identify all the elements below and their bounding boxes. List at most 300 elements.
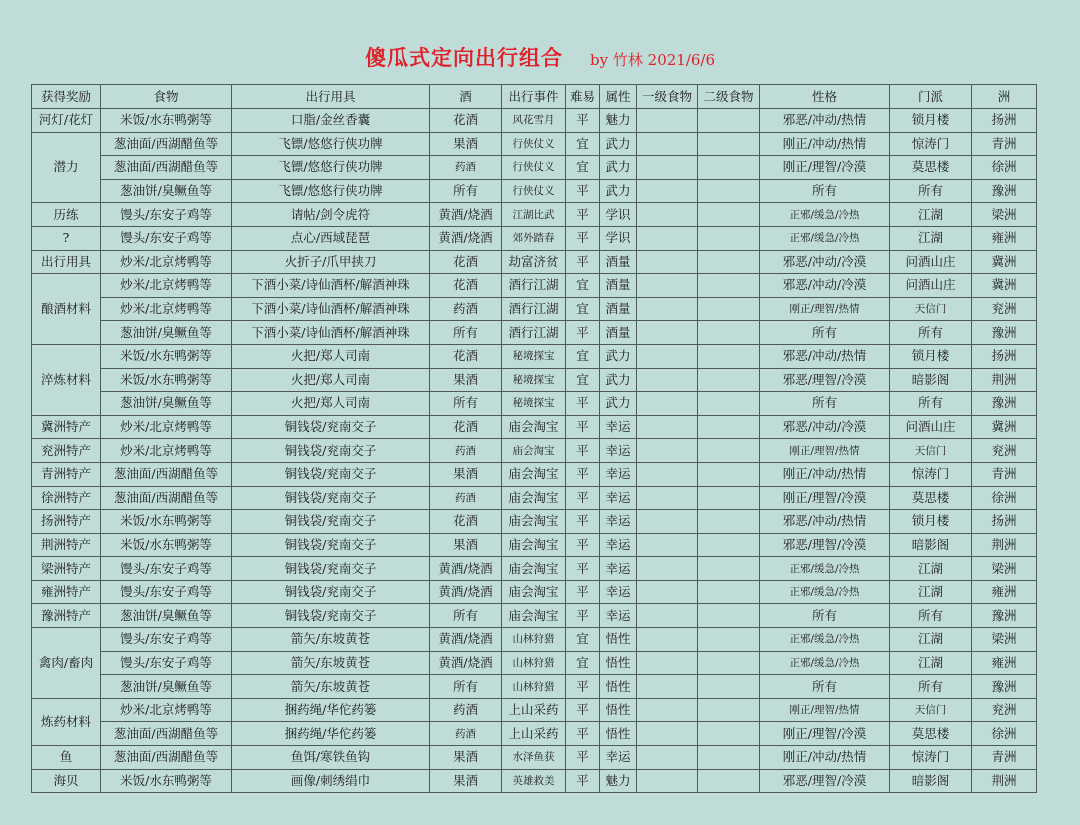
difficulty-cell: 平 <box>566 203 600 227</box>
food-cell: 米饭/水东鸭粥等 <box>101 344 232 368</box>
secondary-food-cell <box>698 156 760 180</box>
personality-cell: 所有 <box>760 675 890 699</box>
food-cell: 炒米/北京烤鸭等 <box>101 415 232 439</box>
header-personality: 性格 <box>760 85 890 109</box>
sect-cell: 江湖 <box>890 226 972 250</box>
event-cell: 庙会淘宝 <box>502 439 566 463</box>
wine-cell: 所有 <box>430 604 502 628</box>
table-row <box>32 604 1037 628</box>
header-food: 食物 <box>101 85 232 109</box>
reward-cell: 冀洲特产 <box>32 415 101 439</box>
attribute-cell: 武力 <box>600 392 637 416</box>
gear-cell: 火折子/爪甲挟刀 <box>232 250 430 274</box>
primary-food-cell <box>637 604 698 628</box>
reward-cell: 潜力 <box>32 132 101 203</box>
region-cell: 青洲 <box>972 462 1037 486</box>
attribute-cell: 武力 <box>600 368 637 392</box>
difficulty-cell: 宜 <box>566 156 600 180</box>
food-cell: 葱油饼/臭鳜鱼等 <box>101 604 232 628</box>
wine-cell: 果酒 <box>430 368 502 392</box>
wine-cell: 黄酒/烧酒 <box>430 580 502 604</box>
difficulty-cell: 平 <box>566 439 600 463</box>
event-cell: 行侠仗义 <box>502 179 566 203</box>
sect-cell: 江湖 <box>890 580 972 604</box>
sect-cell: 锁月楼 <box>890 109 972 133</box>
food-cell: 葱油面/西湖醋鱼等 <box>101 746 232 770</box>
region-cell: 徐洲 <box>972 486 1037 510</box>
table-row <box>32 179 1037 203</box>
food-cell: 葱油饼/臭鳜鱼等 <box>101 179 232 203</box>
secondary-food-cell <box>698 722 760 746</box>
reward-cell: 出行用具 <box>32 250 101 274</box>
difficulty-cell: 平 <box>566 698 600 722</box>
food-cell: 炒米/北京烤鸭等 <box>101 250 232 274</box>
personality-cell: 邪恶/冲动/热情 <box>760 510 890 534</box>
sect-cell: 问酒山庄 <box>890 415 972 439</box>
table-row <box>32 628 1037 652</box>
personality-cell: 邪恶/冲动/冷漠 <box>760 415 890 439</box>
food-cell: 葱油面/西湖醋鱼等 <box>101 156 232 180</box>
outing-combination-table <box>31 84 1037 793</box>
attribute-cell: 幸运 <box>600 486 637 510</box>
personality-cell: 邪恶/冲动/冷漠 <box>760 274 890 298</box>
personality-cell: 刚正/理智/冷漠 <box>760 486 890 510</box>
personality-cell: 正邪/缓急/冷热 <box>760 580 890 604</box>
sect-cell: 惊涛门 <box>890 746 972 770</box>
reward-cell: 禽肉/畜肉 <box>32 628 101 699</box>
food-cell: 葱油饼/臭鳜鱼等 <box>101 675 232 699</box>
secondary-food-cell <box>698 604 760 628</box>
wine-cell: 花酒 <box>430 344 502 368</box>
gear-cell: 画像/刺绣绢巾 <box>232 769 430 793</box>
personality-cell: 邪恶/冲动/冷漠 <box>760 250 890 274</box>
personality-cell: 刚正/冲动/热情 <box>760 462 890 486</box>
difficulty-cell: 平 <box>566 557 600 581</box>
event-cell: 酒行江湖 <box>502 274 566 298</box>
attribute-cell: 悟性 <box>600 698 637 722</box>
primary-food-cell <box>637 203 698 227</box>
gear-cell: 飞镖/悠悠行侠功牌 <box>232 156 430 180</box>
gear-cell: 铜钱袋/兖南交子 <box>232 533 430 557</box>
secondary-food-cell <box>698 297 760 321</box>
difficulty-cell: 平 <box>566 226 600 250</box>
primary-food-cell <box>637 580 698 604</box>
secondary-food-cell <box>698 132 760 156</box>
wine-cell: 果酒 <box>430 769 502 793</box>
food-cell: 馒头/东安子鸡等 <box>101 580 232 604</box>
region-cell: 豫洲 <box>972 604 1037 628</box>
primary-food-cell <box>637 769 698 793</box>
secondary-food-cell <box>698 392 760 416</box>
region-cell: 徐洲 <box>972 156 1037 180</box>
gear-cell: 点心/西域琵琶 <box>232 226 430 250</box>
difficulty-cell: 平 <box>566 179 600 203</box>
primary-food-cell <box>637 439 698 463</box>
wine-cell: 药酒 <box>430 698 502 722</box>
header-secondary-food: 二级食物 <box>698 85 760 109</box>
food-cell: 馒头/东安子鸡等 <box>101 651 232 675</box>
secondary-food-cell <box>698 179 760 203</box>
gear-cell: 铜钱袋/兖南交子 <box>232 462 430 486</box>
difficulty-cell: 宜 <box>566 274 600 298</box>
attribute-cell: 幸运 <box>600 462 637 486</box>
primary-food-cell <box>637 321 698 345</box>
table-row <box>32 769 1037 793</box>
food-cell: 馒头/东安子鸡等 <box>101 226 232 250</box>
food-cell: 米饭/水东鸭粥等 <box>101 533 232 557</box>
wine-cell: 药酒 <box>430 439 502 463</box>
reward-cell: 淬炼材料 <box>32 344 101 415</box>
region-cell: 兖洲 <box>972 439 1037 463</box>
personality-cell: 邪恶/理智/冷漠 <box>760 769 890 793</box>
table-row <box>32 132 1037 156</box>
difficulty-cell: 宜 <box>566 344 600 368</box>
sect-cell: 天信门 <box>890 439 972 463</box>
gear-cell: 铜钱袋/兖南交子 <box>232 415 430 439</box>
wine-cell: 果酒 <box>430 132 502 156</box>
sect-cell: 问酒山庄 <box>890 274 972 298</box>
food-cell: 米饭/水东鸭粥等 <box>101 368 232 392</box>
region-cell: 冀洲 <box>972 415 1037 439</box>
personality-cell: 正邪/缓急/冷热 <box>760 203 890 227</box>
gear-cell: 捆药绳/华佗药篓 <box>232 722 430 746</box>
secondary-food-cell <box>698 439 760 463</box>
table-row <box>32 344 1037 368</box>
attribute-cell: 魅力 <box>600 109 637 133</box>
attribute-cell: 武力 <box>600 179 637 203</box>
gear-cell: 铜钱袋/兖南交子 <box>232 580 430 604</box>
event-cell: 庙会淘宝 <box>502 580 566 604</box>
table-row <box>32 510 1037 534</box>
event-cell: 庙会淘宝 <box>502 510 566 534</box>
wine-cell: 所有 <box>430 179 502 203</box>
region-cell: 豫洲 <box>972 675 1037 699</box>
secondary-food-cell <box>698 368 760 392</box>
gear-cell: 铜钱袋/兖南交子 <box>232 557 430 581</box>
table-row <box>32 321 1037 345</box>
gear-cell: 铜钱袋/兖南交子 <box>232 604 430 628</box>
primary-food-cell <box>637 132 698 156</box>
primary-food-cell <box>637 462 698 486</box>
food-cell: 葱油面/西湖醋鱼等 <box>101 722 232 746</box>
wine-cell: 果酒 <box>430 462 502 486</box>
event-cell: 上山采药 <box>502 722 566 746</box>
attribute-cell: 幸运 <box>600 746 637 770</box>
region-cell: 雍洲 <box>972 651 1037 675</box>
table-row <box>32 675 1037 699</box>
attribute-cell: 悟性 <box>600 628 637 652</box>
reward-cell: 豫洲特产 <box>32 604 101 628</box>
reward-cell: 鱼 <box>32 746 101 770</box>
personality-cell: 刚正/理智/热情 <box>760 698 890 722</box>
difficulty-cell: 平 <box>566 746 600 770</box>
attribute-cell: 幸运 <box>600 580 637 604</box>
region-cell: 冀洲 <box>972 250 1037 274</box>
region-cell: 豫洲 <box>972 321 1037 345</box>
event-cell: 酒行江湖 <box>502 297 566 321</box>
header-wine: 酒 <box>430 85 502 109</box>
wine-cell: 所有 <box>430 392 502 416</box>
gear-cell: 捆药绳/华佗药篓 <box>232 698 430 722</box>
table-row <box>32 439 1037 463</box>
header-row <box>32 85 1037 109</box>
gear-cell: 火把/郑人司南 <box>232 368 430 392</box>
wine-cell: 药酒 <box>430 722 502 746</box>
food-cell: 炒米/北京烤鸭等 <box>101 297 232 321</box>
wine-cell: 黄酒/烧酒 <box>430 628 502 652</box>
attribute-cell: 悟性 <box>600 722 637 746</box>
table-row <box>32 156 1037 180</box>
primary-food-cell <box>637 746 698 770</box>
attribute-cell: 幸运 <box>600 557 637 581</box>
sect-cell: 江湖 <box>890 557 972 581</box>
event-cell: 上山采药 <box>502 698 566 722</box>
event-cell: 秘境探宝 <box>502 368 566 392</box>
attribute-cell: 酒量 <box>600 250 637 274</box>
reward-cell: 徐洲特产 <box>32 486 101 510</box>
secondary-food-cell <box>698 321 760 345</box>
secondary-food-cell <box>698 250 760 274</box>
gear-cell: 箭矢/东坡黄苍 <box>232 651 430 675</box>
event-cell: 英雄救美 <box>502 769 566 793</box>
region-cell: 梁洲 <box>972 557 1037 581</box>
secondary-food-cell <box>698 510 760 534</box>
wine-cell: 药酒 <box>430 297 502 321</box>
gear-cell: 飞镖/悠悠行侠功牌 <box>232 132 430 156</box>
sect-cell: 莫思楼 <box>890 156 972 180</box>
wine-cell: 黄酒/烧酒 <box>430 651 502 675</box>
primary-food-cell <box>637 675 698 699</box>
header-attribute: 属性 <box>600 85 637 109</box>
sect-cell: 暗影阁 <box>890 533 972 557</box>
reward-cell: 炼药材料 <box>32 698 101 745</box>
personality-cell: 邪恶/冲动/热情 <box>760 109 890 133</box>
difficulty-cell: 平 <box>566 321 600 345</box>
region-cell: 扬洲 <box>972 109 1037 133</box>
difficulty-cell: 平 <box>566 769 600 793</box>
region-cell: 兖洲 <box>972 698 1037 722</box>
primary-food-cell <box>637 297 698 321</box>
event-cell: 行侠仗义 <box>502 156 566 180</box>
difficulty-cell: 宜 <box>566 297 600 321</box>
sect-cell: 江湖 <box>890 203 972 227</box>
attribute-cell: 酒量 <box>600 274 637 298</box>
personality-cell: 刚正/理智/热情 <box>760 297 890 321</box>
attribute-cell: 悟性 <box>600 651 637 675</box>
difficulty-cell: 平 <box>566 722 600 746</box>
difficulty-cell: 平 <box>566 533 600 557</box>
personality-cell: 所有 <box>760 179 890 203</box>
food-cell: 葱油面/西湖醋鱼等 <box>101 132 232 156</box>
wine-cell: 药酒 <box>430 156 502 180</box>
food-cell: 葱油饼/臭鳜鱼等 <box>101 392 232 416</box>
food-cell: 炒米/北京烤鸭等 <box>101 274 232 298</box>
table-row <box>32 722 1037 746</box>
event-cell: 行侠仗义 <box>502 132 566 156</box>
table-row <box>32 109 1037 133</box>
difficulty-cell: 平 <box>566 392 600 416</box>
attribute-cell: 酒量 <box>600 321 637 345</box>
attribute-cell: 幸运 <box>600 439 637 463</box>
header-primary-food: 一级食物 <box>637 85 698 109</box>
region-cell: 豫洲 <box>972 179 1037 203</box>
region-cell: 梁洲 <box>972 203 1037 227</box>
food-cell: 炒米/北京烤鸭等 <box>101 439 232 463</box>
sect-cell: 莫思楼 <box>890 722 972 746</box>
wine-cell: 果酒 <box>430 533 502 557</box>
secondary-food-cell <box>698 580 760 604</box>
table-row <box>32 486 1037 510</box>
secondary-food-cell <box>698 344 760 368</box>
personality-cell: 刚正/理智/冷漠 <box>760 156 890 180</box>
personality-cell: 所有 <box>760 392 890 416</box>
sect-cell: 锁月楼 <box>890 344 972 368</box>
region-cell: 扬洲 <box>972 510 1037 534</box>
primary-food-cell <box>637 415 698 439</box>
region-cell: 扬洲 <box>972 344 1037 368</box>
personality-cell: 邪恶/理智/冷漠 <box>760 533 890 557</box>
table-row <box>32 533 1037 557</box>
food-cell: 馒头/东安子鸡等 <box>101 203 232 227</box>
event-cell: 劫富济贫 <box>502 250 566 274</box>
personality-cell: 刚正/理智/冷漠 <box>760 722 890 746</box>
region-cell: 荆洲 <box>972 533 1037 557</box>
personality-cell: 正邪/缓急/冷热 <box>760 226 890 250</box>
primary-food-cell <box>637 179 698 203</box>
table-row <box>32 226 1037 250</box>
table-row <box>32 651 1037 675</box>
event-cell: 秘境探宝 <box>502 392 566 416</box>
gear-cell: 铜钱袋/兖南交子 <box>232 439 430 463</box>
difficulty-cell: 宜 <box>566 651 600 675</box>
attribute-cell: 酒量 <box>600 297 637 321</box>
table-row <box>32 462 1037 486</box>
secondary-food-cell <box>698 274 760 298</box>
gear-cell: 火把/郑人司南 <box>232 392 430 416</box>
food-cell: 葱油饼/臭鳜鱼等 <box>101 321 232 345</box>
table-row <box>32 203 1037 227</box>
difficulty-cell: 平 <box>566 510 600 534</box>
primary-food-cell <box>637 722 698 746</box>
sect-cell: 所有 <box>890 392 972 416</box>
wine-cell: 花酒 <box>430 274 502 298</box>
secondary-food-cell <box>698 769 760 793</box>
attribute-cell: 学识 <box>600 203 637 227</box>
personality-cell: 所有 <box>760 604 890 628</box>
sect-cell: 暗影阁 <box>890 368 972 392</box>
difficulty-cell: 平 <box>566 462 600 486</box>
food-cell: 馒头/东安子鸡等 <box>101 628 232 652</box>
sect-cell: 惊涛门 <box>890 462 972 486</box>
wine-cell: 花酒 <box>430 109 502 133</box>
header-sect: 门派 <box>890 85 972 109</box>
table-row <box>32 392 1037 416</box>
event-cell: 庙会淘宝 <box>502 533 566 557</box>
attribute-cell: 幸运 <box>600 533 637 557</box>
byline: by 竹林 2021/6/6 <box>590 51 716 69</box>
table-row <box>32 368 1037 392</box>
gear-cell: 鱼饵/寒铁鱼钩 <box>232 746 430 770</box>
event-cell: 山林狩猎 <box>502 651 566 675</box>
attribute-cell: 武力 <box>600 344 637 368</box>
header-reward: 获得奖励 <box>32 85 101 109</box>
event-cell: 酒行江湖 <box>502 321 566 345</box>
primary-food-cell <box>637 226 698 250</box>
wine-cell: 果酒 <box>430 746 502 770</box>
difficulty-cell: 平 <box>566 109 600 133</box>
attribute-cell: 幸运 <box>600 604 637 628</box>
personality-cell: 刚正/冲动/热情 <box>760 132 890 156</box>
gear-cell: 下酒小菜/诗仙酒杯/解酒神珠 <box>232 297 430 321</box>
reward-cell: 河灯/花灯 <box>32 109 101 133</box>
primary-food-cell <box>637 533 698 557</box>
sect-cell: 天信门 <box>890 698 972 722</box>
personality-cell: 刚正/冲动/热情 <box>760 746 890 770</box>
personality-cell: 刚正/理智/热情 <box>760 439 890 463</box>
primary-food-cell <box>637 109 698 133</box>
sect-cell: 所有 <box>890 179 972 203</box>
sect-cell: 所有 <box>890 675 972 699</box>
primary-food-cell <box>637 250 698 274</box>
primary-food-cell <box>637 156 698 180</box>
food-cell: 炒米/北京烤鸭等 <box>101 698 232 722</box>
attribute-cell: 学识 <box>600 226 637 250</box>
secondary-food-cell <box>698 533 760 557</box>
personality-cell: 正邪/缓急/冷热 <box>760 651 890 675</box>
region-cell: 兖洲 <box>972 297 1037 321</box>
region-cell: 雍洲 <box>972 226 1037 250</box>
sect-cell: 莫思楼 <box>890 486 972 510</box>
primary-food-cell <box>637 510 698 534</box>
secondary-food-cell <box>698 109 760 133</box>
attribute-cell: 武力 <box>600 132 637 156</box>
personality-cell: 所有 <box>760 321 890 345</box>
table-row <box>32 557 1037 581</box>
gear-cell: 下酒小菜/诗仙酒杯/解酒神珠 <box>232 274 430 298</box>
difficulty-cell: 宜 <box>566 628 600 652</box>
difficulty-cell: 平 <box>566 604 600 628</box>
event-cell: 郊外踏春 <box>502 226 566 250</box>
event-cell: 秘境探宝 <box>502 344 566 368</box>
reward-cell: 雍洲特产 <box>32 580 101 604</box>
gear-cell: 铜钱袋/兖南交子 <box>232 510 430 534</box>
sect-cell: 所有 <box>890 321 972 345</box>
attribute-cell: 魅力 <box>600 769 637 793</box>
attribute-cell: 幸运 <box>600 415 637 439</box>
wine-cell: 所有 <box>430 321 502 345</box>
gear-cell: 箭矢/东坡黄苍 <box>232 675 430 699</box>
table-row <box>32 274 1037 298</box>
table-row <box>32 297 1037 321</box>
table-body <box>32 109 1037 793</box>
event-cell: 山林狩猎 <box>502 675 566 699</box>
reward-cell: 梁洲特产 <box>32 557 101 581</box>
reward-cell: 青洲特产 <box>32 462 101 486</box>
sect-cell: 江湖 <box>890 651 972 675</box>
food-cell: 葱油面/西湖醋鱼等 <box>101 462 232 486</box>
region-cell: 荆洲 <box>972 368 1037 392</box>
attribute-cell: 幸运 <box>600 510 637 534</box>
primary-food-cell <box>637 368 698 392</box>
event-cell: 山林狩猎 <box>502 628 566 652</box>
sect-cell: 天信门 <box>890 297 972 321</box>
event-cell: 庙会淘宝 <box>502 462 566 486</box>
table-row <box>32 415 1037 439</box>
wine-cell: 花酒 <box>430 415 502 439</box>
secondary-food-cell <box>698 415 760 439</box>
gear-cell: 飞镖/悠悠行侠功牌 <box>232 179 430 203</box>
secondary-food-cell <box>698 746 760 770</box>
